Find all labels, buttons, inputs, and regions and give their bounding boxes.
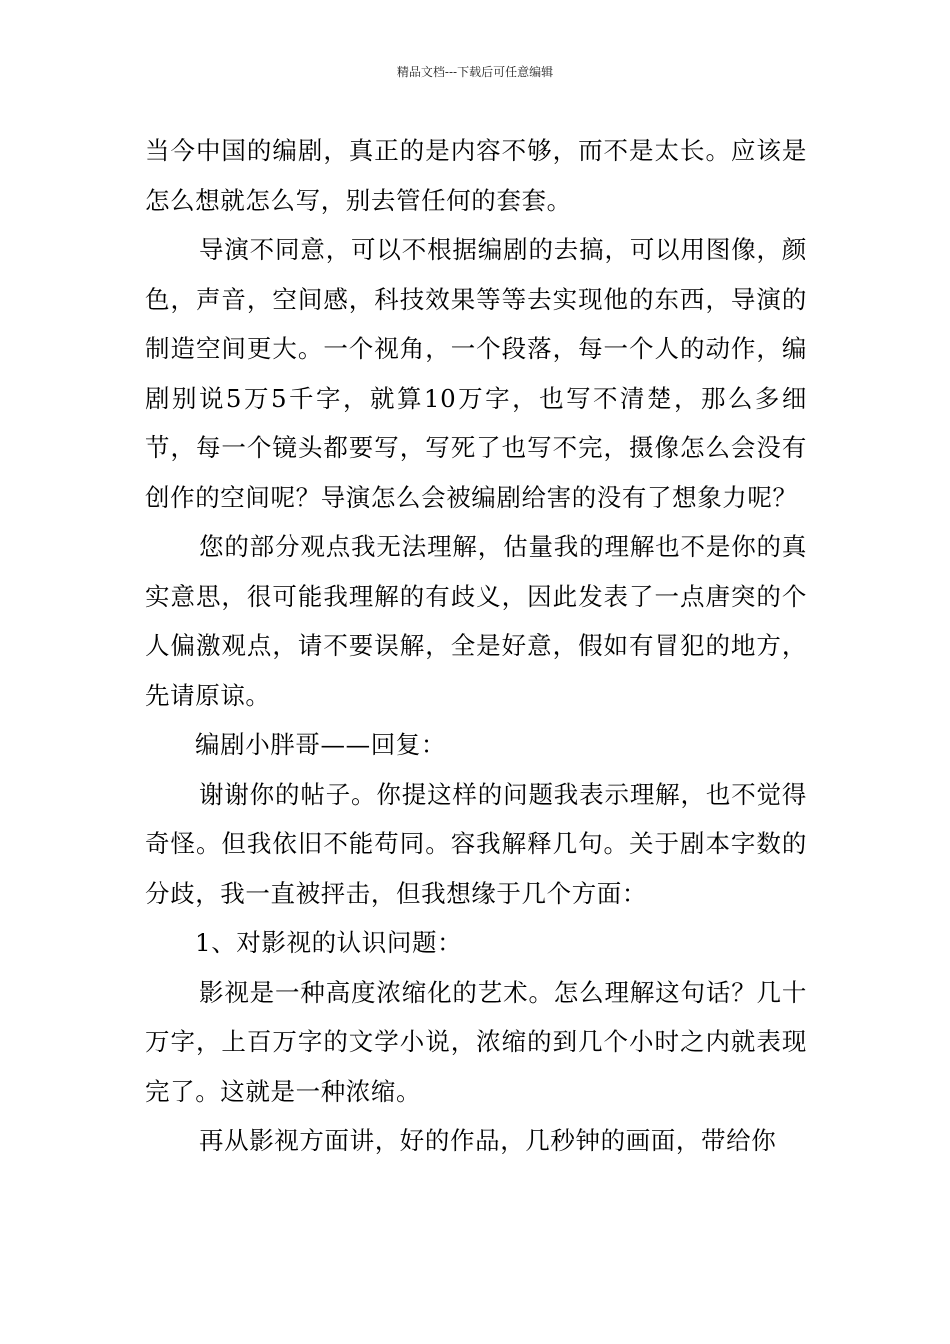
paragraph: 再从影视方面讲，好的作品，几秒钟的画面，带给你 xyxy=(199,1126,777,1155)
document-body xyxy=(145,126,807,1166)
paragraph: 当今中国的编剧，真正的是内容不够，而不是太长。应该是怎么想就怎么写，别去管任何的套套。 xyxy=(145,136,807,215)
paragraph: 影视是一种高度浓缩化的艺术。怎么理解这句话？几十万字，上百万字的文学小说，浓缩的到几个小时之内就表现完了。这就是一种浓缩。 xyxy=(145,977,807,1106)
paragraph: 您的部分观点我无法理解，估量我的理解也不是你的真实意思，很可能我理解的有歧义，因此发表了一点唐突的个人偏激观点，请不要误解，全是好意，假如有冒犯的地方，先请原谅。 xyxy=(145,532,807,710)
section-heading: 1、对影视的认识问题： xyxy=(195,928,463,957)
paragraph: 谢谢你的帖子。你提这样的问题我表示理解，也不觉得奇怪。但我依旧不能苟同。容我解释几句。关于剧本字数的分歧，我一直被抨击，但我想缘于几个方面： xyxy=(145,779,807,908)
page-header: 精品文档---下载后可任意编辑 xyxy=(396,65,554,79)
reply-heading: 编剧小胖哥——回复： xyxy=(195,730,446,759)
paragraph: 导演不同意，可以不根据编剧的去搞，可以用图像，颜色，声音，空间感，科技效果等等去实现他的东西，导演的制造空间更大。一个视角，一个段落，每一个人的动作，编剧别说5万5千字，就算10万字，也写不清楚，那么多细节，每一个镜头都要写，写死了也写不完，摄像怎么会没有创作的空间呢？导演怎么会被编剧给害的没有了想象力呢？ xyxy=(145,235,807,512)
